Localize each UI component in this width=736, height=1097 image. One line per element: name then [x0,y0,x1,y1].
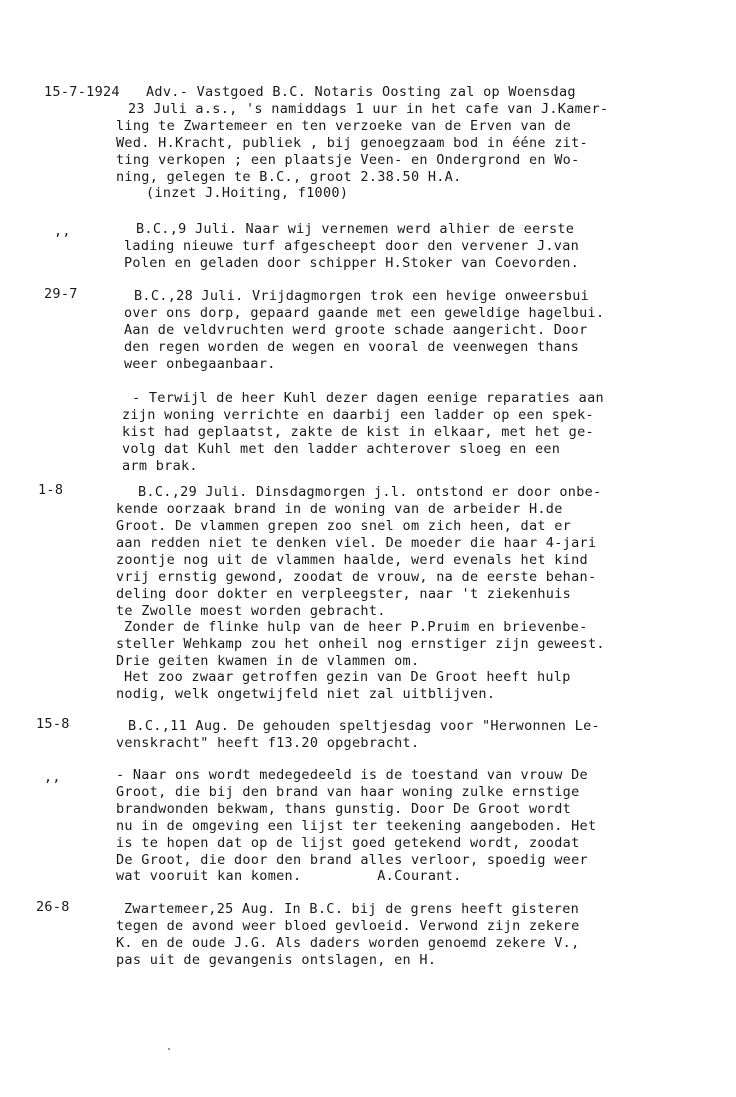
entry-text-line: lading nieuwe turf afgescheept door den vervener J.van [124,238,580,254]
entry-text-line: deling door dokter en verpleegster, naar 't ziekenhuis [116,586,572,602]
entry-text-line: B.C.,11 Aug. De gehouden speltjesdag voor "Herwonnen Le- [128,718,600,734]
entry-date: 29-7 [44,286,78,302]
entry-text-line: B.C.,9 Juli. Naar wij vernemen werd alhier de eerste [136,221,575,237]
entry-text-line: zijn woning verrichte en daarbij een ladder op een spek- [122,407,594,423]
entry-text-line: wat vooruit kan komen. A.Courant. [116,868,462,884]
entry-text-line: ting verkopen ; een plaatsje Veen- en Ondergrond en Wo- [116,152,580,168]
entry-text-line: nodig, welk ongetwijfeld niet zal uitblijven. [116,686,496,702]
entry-text-line: B.C.,28 Juli. Vrijdagmorgen trok een hevige onweersbui [134,288,590,304]
entry-text-line: vrij ernstig gewond, zoodat de vrouw, na de eerste behan- [116,569,597,585]
entry-text-line: ning, gelegen te B.C., groot 2.38.50 H.A. [116,169,462,185]
entry-text-line: te Zwolle moest worden gebracht. [116,603,386,619]
entry-text-line: B.C.,29 Juli. Dinsdagmorgen j.l. ontstond er door onbe- [138,484,602,500]
entry-text-line: kist had geplaatst, zakte de kist in elkaar, met het ge- [122,424,594,440]
entry-text-line: K. en de oude J.G. Als daders worden genoemd zekere V., [116,935,580,951]
entry-text-line: Groot. De vlammen grepen zoo snel om zich heen, dat er [116,518,572,534]
entry-text-line: steller Wehkamp zou het onheil nog ernstiger zijn geweest. [116,636,605,652]
entry-text-line: den regen worden de wegen en vooral de veenwegen thans [124,339,580,355]
entry-date: 15-8 [36,716,70,732]
entry-text-line: Groot, die bij den brand van haar woning zulke ernstige [116,784,580,800]
entry-text-line: Zwartemeer,25 Aug. In B.C. bij de grens heeft gisteren [124,901,580,917]
entry-text-line: (inzet J.Hoiting, f1000) [146,185,349,201]
entry-date: 26-8 [36,899,70,915]
entry-text-line: over ons dorp, gepaard gaande met een geweldige hagelbui. [124,305,605,321]
entry-text-line: aan redden niet te denken viel. De moeder die haar 4-jari [116,535,597,551]
entry-text-line: is te hopen dat op de lijst goed getekend wordt, zoodat [116,835,580,851]
entry-text-line: Wed. H.Kracht, publiek , bij genoegzaam bod in ééne zit- [116,135,588,151]
entry-text-line: Het zoo zwaar getroffen gezin van De Groot heeft hulp [124,669,571,685]
entry-text-line: Zonder de flinke hulp van de heer P.Pruim en brievenbe- [124,619,588,635]
entry-text-line: volg dat Kuhl met den ladder achterover sloeg en een [122,441,561,457]
entry-text-line: kende oorzaak brand in de woning van de arbeider H.de [116,501,563,517]
entry-text-line: De Groot, die door den brand alles verloor, spoedig weer [116,852,588,868]
entry-date: ,, [44,769,61,785]
entry-text-line: 23 Juli a.s., 's namiddags 1 uur in het cafe van J.Kamer- [128,101,609,117]
entry-text-line: tegen de avond weer bloed gevloeid. Verwond zijn zekere [116,918,580,934]
entry-text-line: - Terwijl de heer Kuhl dezer dagen eenige reparaties aan [132,390,604,406]
entry-text-line: brandwonden bekwam, thans gunstig. Door De Groot wordt [116,801,572,817]
entry-text-line: ling te Zwartemeer en ten verzoeke van de Erven van de [116,118,572,134]
entry-text-line: pas uit de gevangenis ontslagen, en H. [116,952,437,968]
entry-text-line: - Naar ons wordt medegedeeld is de toestand van vrouw De [116,767,588,783]
entry-text-line: weer onbegaanbaar. [124,356,276,372]
entry-text-line: Polen en geladen door schipper H.Stoker van Coevorden. [124,255,580,271]
entry-date: 1-8 [38,482,64,498]
entry-text-line: Adv.- Vastgoed B.C. Notaris Oosting zal op Woensdag [146,84,576,100]
entry-text-line: zoontje nog uit de vlammen haalde, werd evenals het kind [116,552,588,568]
entry-text-line: Drie geiten kwamen in de vlammen om. [116,653,420,669]
entry-date: 15-7-1924 [44,84,120,100]
entry-date: ,, [54,223,71,239]
scan-speck [168,1048,170,1050]
entry-text-line: arm brak. [122,458,198,474]
entry-text-line: Aan de veldvruchten werd groote schade aangericht. Door [124,322,588,338]
entry-text-line: nu in de omgeving een lijst ter teekening aangeboden. Het [116,818,597,834]
entry-text-line: venskracht" heeft f13.20 opgebracht. [116,735,420,751]
